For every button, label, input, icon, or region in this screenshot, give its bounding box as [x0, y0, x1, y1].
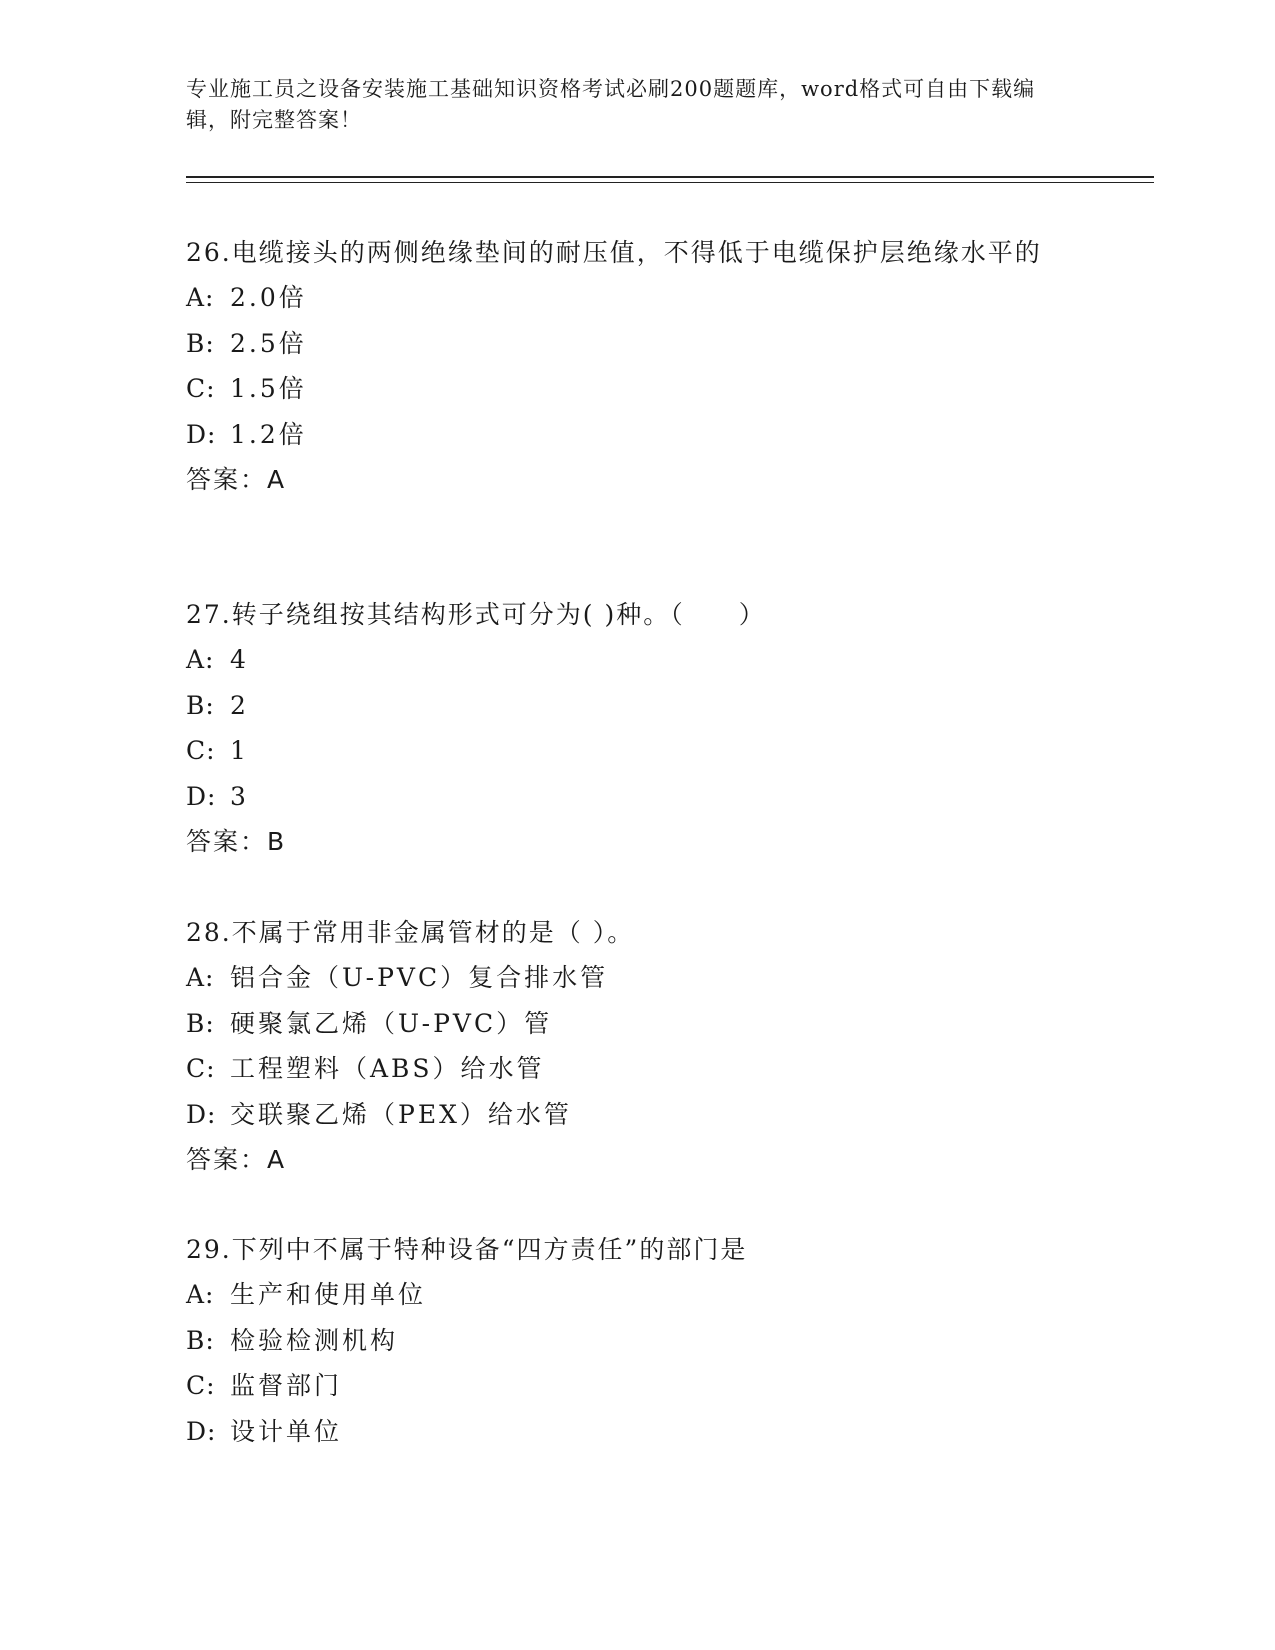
- option-d: [186, 1092, 1086, 1138]
- option-key: C:: [186, 736, 216, 765]
- option-value: 2.5倍: [230, 328, 307, 358]
- header-divider-thick: [186, 176, 1154, 178]
- option-a: [186, 275, 1086, 321]
- option-d: [186, 412, 1086, 458]
- option-key: C:: [186, 1371, 216, 1400]
- option-d: [186, 774, 1086, 820]
- option-key: A:: [186, 1280, 215, 1309]
- option-key: A:: [186, 283, 215, 312]
- question-28: [186, 910, 1086, 1182]
- option-value: 1.5倍: [230, 374, 307, 403]
- question-stem: 27.转子绕组按其结构形式可分为( )种。（ ）: [186, 600, 766, 629]
- option-value: 3: [230, 781, 249, 811]
- option-value: 检验检测机构: [230, 1325, 399, 1355]
- option-key: D:: [186, 1416, 217, 1446]
- option-key: C:: [186, 374, 216, 403]
- option-d: [186, 1409, 1086, 1455]
- option-key: D:: [186, 781, 217, 811]
- option-value: 工程塑料（ABS）给水管: [230, 1054, 545, 1083]
- option-key: D:: [186, 419, 217, 449]
- question-27: [186, 592, 1086, 864]
- option-key: A:: [186, 963, 215, 992]
- answer: 答案：B: [186, 827, 287, 856]
- option-value: 2: [230, 690, 249, 720]
- option-b: [186, 1001, 1086, 1047]
- option-a: [186, 1272, 1086, 1318]
- question-stem: 26.电缆接头的两侧绝缘垫间的耐压值，不得低于电缆保护层绝缘水平的: [186, 238, 1042, 267]
- option-value: 4: [230, 645, 249, 674]
- option-key: D:: [186, 1099, 217, 1129]
- question-26: [186, 230, 1086, 502]
- option-key: B:: [186, 690, 215, 720]
- question-stem: 29.下列中不属于特种设备“四方责任”的部门是: [186, 1235, 748, 1264]
- option-key: B:: [186, 1008, 215, 1038]
- question-29: [186, 1227, 1086, 1454]
- option-c: [186, 366, 1086, 412]
- option-b: [186, 321, 1086, 367]
- option-value: 设计单位: [230, 1416, 343, 1446]
- option-a: [186, 637, 1086, 683]
- option-value: 交联聚乙烯（PEX）给水管: [230, 1099, 572, 1129]
- option-value: 2.0倍: [230, 283, 307, 312]
- option-c: [186, 1363, 1086, 1409]
- option-value: 1.2倍: [230, 419, 307, 449]
- option-key: C:: [186, 1054, 216, 1083]
- option-key: A:: [186, 645, 215, 674]
- option-c: [186, 1046, 1086, 1092]
- option-value: 1: [230, 736, 249, 765]
- option-b: [186, 1318, 1086, 1364]
- option-value: 监督部门: [230, 1371, 343, 1400]
- answer: 答案：A: [186, 465, 287, 494]
- answer: 答案：A: [186, 1145, 287, 1174]
- option-a: [186, 955, 1086, 1001]
- option-value: 生产和使用单位: [230, 1280, 427, 1309]
- option-b: [186, 683, 1086, 729]
- option-value: 铝合金（U-PVC）复合排水管: [230, 963, 609, 992]
- document-header: 专业施工员之设备安装施工基础知识资格考试必刷200题题库，word格式可自由下载编辑，附完整答案！: [186, 77, 1036, 132]
- option-key: B:: [186, 328, 215, 358]
- option-value: 硬聚氯乙烯（U-PVC）管: [230, 1008, 553, 1038]
- option-c: [186, 728, 1086, 774]
- header-divider-thin: [186, 182, 1154, 183]
- question-stem: 28.不属于常用非金属管材的是（ ）。: [186, 918, 635, 947]
- option-key: B:: [186, 1325, 215, 1355]
